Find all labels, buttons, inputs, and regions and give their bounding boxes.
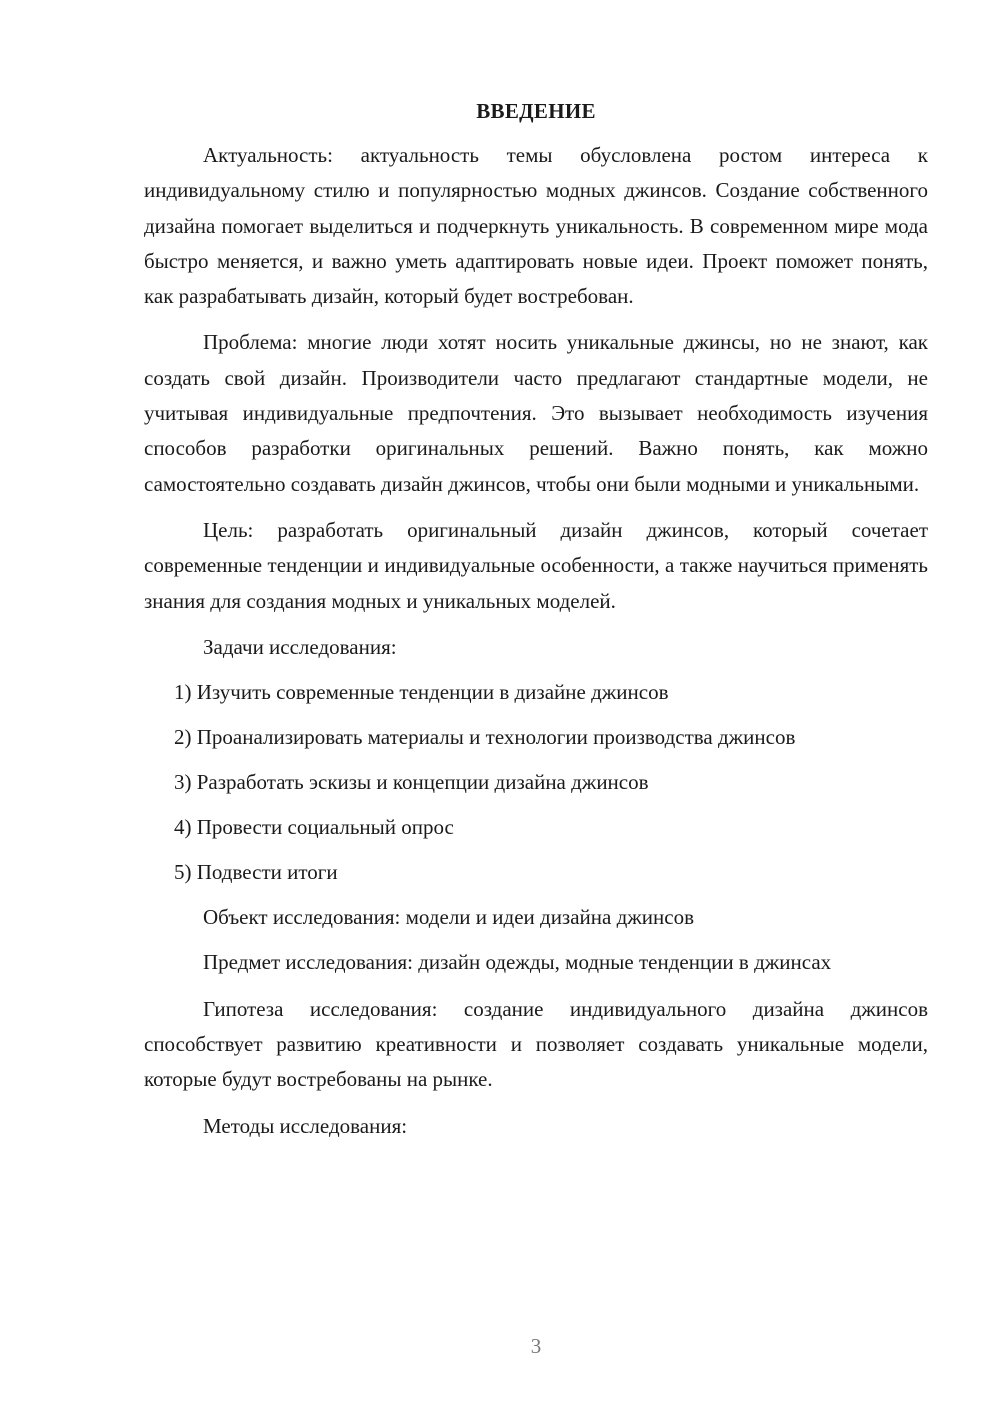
- paragraph-goal: Цель: разработать оригинальный дизайн джинсов, который сочетает современные тенденции и индивидуальные особенности, а также научиться применять знания для создания модных и уникальных моделей.: [144, 517, 928, 613]
- paragraph-problem: Проблема: многие люди хотят носить уникальные джинсы, но не знают, как создать свой дизайн. Производители часто предлагают стандартные модели, не учитывая индивидуальные предпочтения. Это вызывает необходимость изучения способов разработки оригинальных решений. Важно понять, как можно самостоятельно создавать дизайн джинсов, чтобы они были модными и уникальными.: [144, 330, 928, 496]
- list-item: 4) Провести социальный опрос: [174, 815, 454, 840]
- document-page: [144, 96, 928, 1154]
- page-title: ВВЕДЕНИЕ: [476, 99, 596, 123]
- paragraph-relevance: Актуальность: актуальность темы обусловлена ростом интереса к индивидуальному стилю и популярностью модных джинсов. Создание собственного дизайна помогает выделиться и подчеркнуть уникальность. В современном мире мода быстро меняется, и важно уметь адаптировать новые идеи. Проект поможет понять, как разрабатывать дизайн, который будет востребован.: [144, 143, 928, 309]
- list-item: 5) Подвести итоги: [174, 860, 338, 885]
- list-item: 1) Изучить современные тенденции в дизайне джинсов: [174, 680, 669, 705]
- page-number: 3: [530, 1334, 542, 1358]
- paragraph-subject: Предмет исследования: дизайн одежды, модные тенденции в джинсах: [203, 950, 832, 975]
- task-list: [144, 675, 928, 890]
- paragraph-hypothesis: Гипотеза исследования: создание индивидуального дизайна джинсов способствует развитию креативности и позволяет создавать уникальные модели, которые будут востребованы на рынке.: [144, 996, 928, 1092]
- list-item: 3) Разработать эскизы и концепции дизайна джинсов: [174, 770, 649, 795]
- tasks-heading: Задачи исследования:: [203, 634, 397, 659]
- methods-heading: Методы исследования:: [203, 1113, 408, 1138]
- list-item: 2) Проанализировать материалы и технологии производства джинсов: [174, 725, 796, 750]
- paragraph-object: Объект исследования: модели и идеи дизайна джинсов: [203, 905, 694, 930]
